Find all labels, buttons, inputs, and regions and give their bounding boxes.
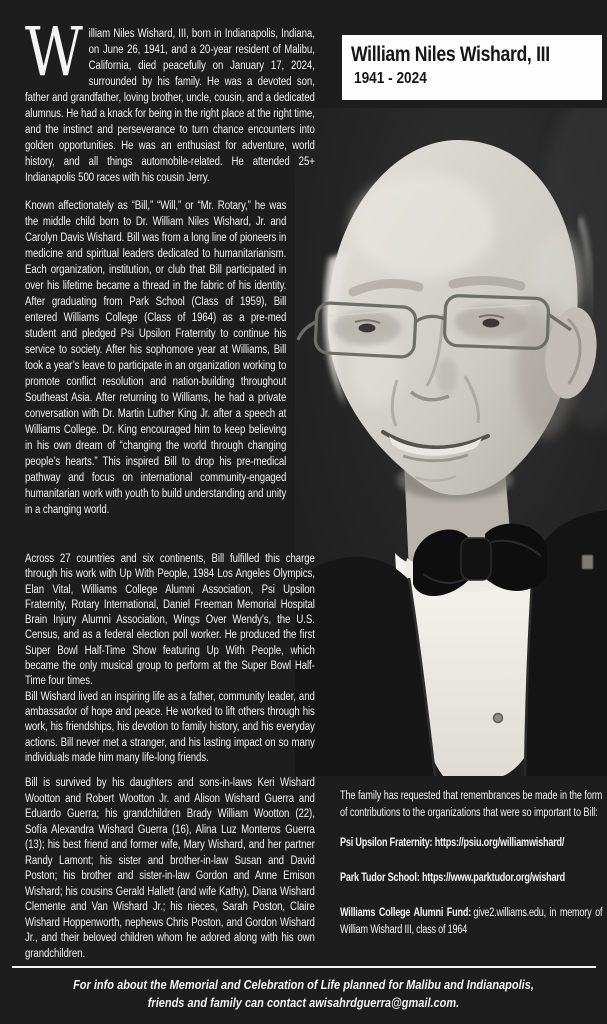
- shirt-stud: [494, 714, 503, 723]
- paragraph-survivors: Bill is survived by his daughters and sons-in-laws Keri Wishard Wootton and Robert Wootton Jr. and Alison Wishard Guerra and Eduardo Guerra; his grandchildren Brady William Wootton (22), Sofía Alexandra Wishard Guerra (16), Alina Luz Monteros Guerra (13); his best friend and former wife, Mary Wishard, and her partner Randy Lamont; his sister and brother-in-law Susan and David Poston; his brother and sister-in-law Gordon and Anne Emison Wishard; his cousins Gerald Hallett (and wife Kathy), Diana Wishard Clemente and Van Wishard Jr.; his nieces, Sarah Poston, Claire Wishard Hoppenworth, nephews Chris Poston, and Gordon Wishard Jr., and their beloved children whom he adored along with his own grandchildren.: [25, 777, 315, 960]
- org-item-psi-upsilon: [340, 835, 602, 852]
- williams-college-info: give2.williams.edu, in memory of William Wishard III, class of 1964: [340, 907, 603, 936]
- paragraph-achievements-block: [25, 552, 315, 766]
- footer-divider: [12, 966, 596, 968]
- psi-upsilon-url: https://psiu.org/williamwishard/: [434, 837, 565, 849]
- drop-cap: W: [25, 13, 83, 91]
- footer-line-1: For info about the Memorial and Celebration of Life planned for Malibu and Indianapolis,: [73, 978, 534, 992]
- park-tudor-url: https://www.parktudor.org/wishard: [421, 872, 566, 884]
- footer-line-2: friends and family can contact awisahrdguerra@gmail.com.: [147, 996, 460, 1010]
- org-item-williams-college: [340, 905, 602, 939]
- paragraph-achievements: Across 27 countries and six continents, Bill fulfilled this charge through his work with Up With People, 1984 Los Angeles Olympics, Elan Vital, Williams College Alumni Association, Psi Upsilon Fraternity, Rotary International, Daniel Freeman Memorial Hospital Brain Injury Alumni Association, Wings Over Wendy’s, the U.S. Census, and as a federal election poll worker. He produced the first Super Bowl Half-Time Show featuring Up With People, which became the only musical group to perform at the Super Bowl Half-Time four times.: [25, 553, 315, 688]
- paragraph-biography: Known affectionately as “Bill,” “Will,” or “Mr. Rotary,” he was the middle child born to Dr. William Niles Wishard, Jr. and Carolyn Davis Wishard. Bill was from a long line of pioneers in medicine and spiritual leaders dedicated to humanitarianism. Each organization, institution, or club that Bill participated in over his lifetime became a thread in the fabric of his identity. After graduating from Park School (Class of 1959), Bill entered Williams College (Class of 1964) as a pre-med student and pledged Psi Upsilon Fraternity to continue his service to society. After his sophomore year at Williams, Bill took a year’s leave to participate in an organization working to promote conflict resolution and nation-building throughout Southeast Asia. After returning to Williams, he had a private conversation with Dr. Martin Luther King Jr. after a speech at Williams College. Dr. King encouraged him to keep believing in his own dream of “changing the world through changing people’s hearts.” This inspired Bill to drop his pre-medical pathway and focus on international community-engaged humanitarian work with youth to build understanding and unity in a changing world.: [25, 200, 287, 516]
- obituary-text-column: [25, 13, 315, 966]
- williams-college-label: Williams College Alumni Fund:: [340, 907, 472, 919]
- paragraph-intro: [25, 13, 315, 186]
- page-title: William Niles Wishard, III: [351, 43, 550, 66]
- org-item-park-tudor: [340, 870, 602, 887]
- lapel-pin: [582, 555, 593, 569]
- paragraph-intro-text: illiam Niles Wishard, III, born in Indianapolis, Indiana, on June 26, 1941, and a 20-year resident of Malibu, California, died peacefully on January 17, 2024, surrounded by his family. He was a devoted son, father and grandfather, loving brother, uncle, cousin, and a dedicated alumnus. He had a knack for being in the right place at the right time, and the instinct and perseverance to turn chance encounters into golden opportunities. He was an enthusiast for adventure, world history, and all things automobile-related. He attended 25+ Indianapolis 500 races with his cousin Jerry.: [25, 28, 315, 184]
- psi-upsilon-label: Psi Upsilon Fraternity:: [340, 837, 433, 849]
- park-tudor-label: Park Tudor School:: [340, 872, 420, 884]
- remembrances-intro: The family has requested that remembrances be made in the form of contributions to the organizations that were so important to Bill:: [340, 790, 603, 819]
- life-years: 1941 - 2024: [354, 70, 427, 87]
- paragraph-legacy: Bill Wishard lived an inspiring life as a father, community leader, and ambassador of hope and peace. He worked to lift others through his work, his friendships, his devotion to family history, and his everyday actions. Bill never met a stranger, and his lasting impact on so many individuals made him many life-long friends.: [25, 690, 315, 764]
- title-box: [342, 35, 602, 100]
- remembrances-column: [340, 788, 602, 939]
- portrait-photo: [295, 108, 607, 776]
- footer-note: [36, 976, 570, 1012]
